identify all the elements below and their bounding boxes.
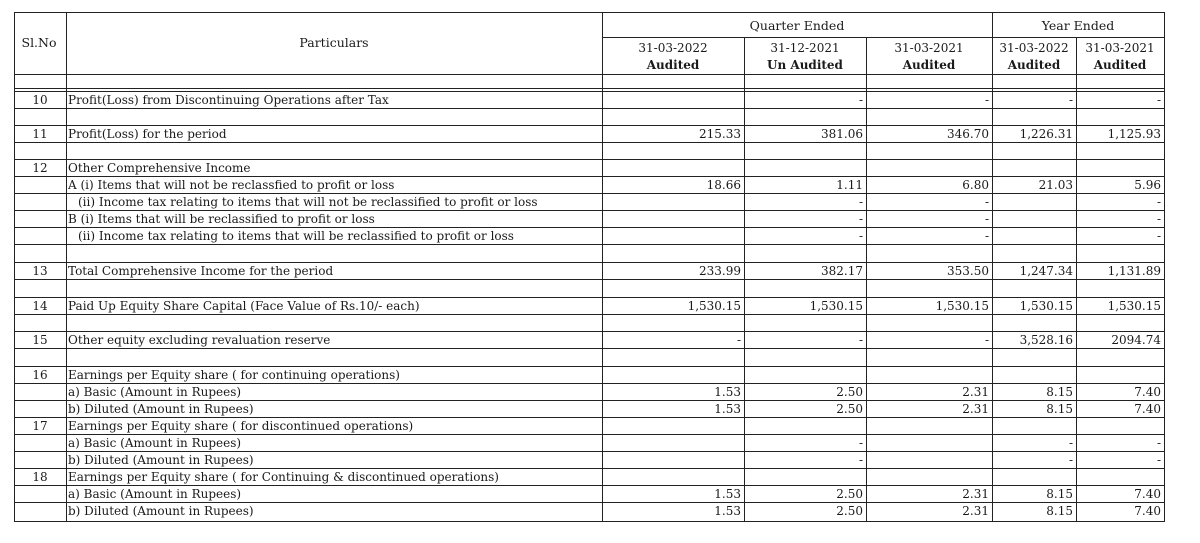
cell-value: -	[858, 195, 863, 209]
cell-value: 2.50	[836, 402, 863, 416]
cell-value: 1,530.15	[1019, 299, 1073, 313]
cell-value: 1.53	[714, 504, 741, 518]
row-rule	[14, 227, 1164, 228]
row-label: (ii) Income tax relating to items that will be reclassified to profit or loss	[78, 229, 514, 243]
cell-value: 1.11	[836, 178, 863, 192]
cell-value: -	[1156, 212, 1161, 226]
row-rule	[14, 468, 1164, 469]
row-rule	[14, 348, 1164, 349]
cell-value: 381.06	[821, 127, 863, 141]
column-status: Audited	[902, 58, 956, 72]
row-label: Other Comprehensive Income	[68, 161, 251, 175]
cell-value: 1,530.15	[1107, 299, 1161, 313]
row-rule	[14, 485, 1164, 486]
column-status: Audited	[646, 58, 700, 72]
row-rule	[14, 244, 1164, 245]
row-rule	[14, 193, 1164, 194]
serial-number: 11	[32, 127, 48, 141]
row-rule	[14, 12, 1164, 13]
cell-value: -	[984, 93, 989, 107]
row-rule	[14, 74, 1164, 75]
cell-value: 1,530.15	[687, 299, 741, 313]
cell-value: 8.15	[1046, 487, 1073, 501]
row-label: Profit(Loss) from Discontinuing Operations after Tax	[68, 93, 389, 107]
particulars-header: Particulars	[299, 35, 369, 50]
cell-value: -	[858, 93, 863, 107]
cell-value: 2.50	[836, 487, 863, 501]
cell-value: 6.80	[962, 178, 989, 192]
cell-value: -	[1156, 453, 1161, 467]
row-rule	[14, 88, 1164, 89]
row-rule	[14, 400, 1164, 401]
row-label: B (i) Items that will be reclassified to profit or loss	[68, 212, 375, 226]
cell-value: 346.70	[947, 127, 989, 141]
column-date: 31-03-2021	[894, 41, 964, 55]
slno-header: Sl.No	[21, 35, 57, 50]
cell-value: 1,530.15	[935, 299, 989, 313]
row-label: a) Basic (Amount in Rupees)	[68, 436, 242, 450]
serial-number: 15	[32, 333, 48, 347]
row-rule	[14, 279, 1164, 280]
serial-number: 10	[32, 93, 48, 107]
cell-value: 1,131.89	[1107, 264, 1161, 278]
cell-value: -	[984, 333, 989, 347]
cell-value: 2.31	[962, 385, 989, 399]
cell-value: 8.15	[1046, 385, 1073, 399]
row-rule	[14, 521, 1164, 522]
row-rule	[14, 417, 1164, 418]
cell-value: -	[858, 436, 863, 450]
cell-value: 382.17	[821, 264, 863, 278]
cell-value: 1.53	[714, 385, 741, 399]
row-rule	[602, 37, 1164, 38]
cell-value: -	[1156, 93, 1161, 107]
cell-value: 1,247.34	[1019, 264, 1073, 278]
cell-value: 1,125.93	[1107, 127, 1161, 141]
column-date: 31-03-2022	[638, 41, 708, 55]
column-date: 31-03-2021	[1085, 41, 1155, 55]
cell-value: -	[858, 229, 863, 243]
cell-value: 8.15	[1046, 504, 1073, 518]
row-label: a) Basic (Amount in Rupees)	[68, 487, 242, 501]
serial-number: 12	[32, 161, 48, 175]
cell-value: -	[1068, 436, 1073, 450]
row-rule	[14, 366, 1164, 367]
cell-value: -	[984, 229, 989, 243]
column-status: Audited	[1007, 58, 1061, 72]
cell-value: 2.50	[836, 385, 863, 399]
cell-value: -	[984, 212, 989, 226]
cell-value: 7.40	[1134, 402, 1161, 416]
row-rule	[14, 502, 1164, 503]
column-date: 31-03-2022	[999, 41, 1069, 55]
column-status: Un Audited	[767, 58, 843, 72]
cell-value: 2.31	[962, 402, 989, 416]
cell-value: -	[1068, 93, 1073, 107]
cell-value: 7.40	[1134, 504, 1161, 518]
row-rule	[14, 91, 1164, 92]
cell-value: 3,528.16	[1019, 333, 1073, 347]
cell-value: 7.40	[1134, 487, 1161, 501]
row-rule	[14, 383, 1164, 384]
cell-value: -	[858, 212, 863, 226]
serial-number: 18	[32, 470, 48, 484]
row-rule	[14, 297, 1164, 298]
row-rule	[14, 142, 1164, 143]
serial-number: 16	[32, 368, 48, 382]
serial-number: 13	[32, 264, 48, 278]
cell-value: 7.40	[1134, 385, 1161, 399]
column-rule	[1164, 12, 1165, 522]
cell-value: -	[984, 195, 989, 209]
row-label: b) Diluted (Amount in Rupees)	[68, 504, 254, 518]
cell-value: -	[1068, 453, 1073, 467]
cell-value: 215.33	[699, 127, 741, 141]
column-date: 31-12-2021	[770, 41, 840, 55]
row-label: b) Diluted (Amount in Rupees)	[68, 402, 254, 416]
row-rule	[14, 176, 1164, 177]
row-label: Profit(Loss) for the period	[68, 127, 227, 141]
row-rule	[14, 451, 1164, 452]
cell-value: -	[1156, 436, 1161, 450]
row-label: (ii) Income tax relating to items that will not be reclassified to profit or loss	[78, 195, 538, 209]
row-rule	[14, 125, 1164, 126]
cell-value: 2.50	[836, 504, 863, 518]
cell-value: -	[858, 333, 863, 347]
quarter-ended-header: Quarter Ended	[749, 18, 845, 33]
cell-value: 18.66	[706, 178, 741, 192]
cell-value: 233.99	[699, 264, 741, 278]
cell-value: -	[1156, 229, 1161, 243]
cell-value: 2.31	[962, 504, 989, 518]
serial-number: 17	[32, 419, 48, 433]
row-label: Other equity excluding revaluation reserve	[68, 333, 331, 347]
cell-value: 1.53	[714, 487, 741, 501]
year-ended-header: Year Ended	[1041, 18, 1115, 33]
row-rule	[14, 210, 1164, 211]
row-label: b) Diluted (Amount in Rupees)	[68, 453, 254, 467]
row-label: Total Comprehensive Income for the period	[68, 264, 334, 278]
row-rule	[14, 262, 1164, 263]
cell-value: 1,226.31	[1019, 127, 1073, 141]
row-rule	[14, 108, 1164, 109]
cell-value: 1.53	[714, 402, 741, 416]
cell-value: 21.03	[1038, 178, 1073, 192]
row-rule	[14, 159, 1164, 160]
cell-value: 8.15	[1046, 402, 1073, 416]
cell-value: -	[1156, 195, 1161, 209]
row-label: Earnings per Equity share ( for Continuing & discontinued operations)	[68, 470, 499, 484]
row-label: Earnings per Equity share ( for discontinued operations)	[68, 419, 414, 433]
row-rule	[14, 314, 1164, 315]
cell-value: -	[858, 453, 863, 467]
column-status: Audited	[1093, 58, 1147, 72]
row-label: Paid Up Equity Share Capital (Face Value of Rs.10/- each)	[68, 299, 420, 313]
row-label: A (i) Items that will not be reclassfied to profit or loss	[68, 178, 395, 192]
serial-number: 14	[32, 299, 48, 313]
cell-value: 1,530.15	[809, 299, 863, 313]
row-rule	[14, 434, 1164, 435]
row-rule	[14, 331, 1164, 332]
cell-value: 5.96	[1134, 178, 1161, 192]
cell-value: -	[736, 333, 741, 347]
row-label: a) Basic (Amount in Rupees)	[68, 385, 242, 399]
row-label: Earnings per Equity share ( for continuing operations)	[68, 368, 400, 382]
cell-value: 2.31	[962, 487, 989, 501]
cell-value: 353.50	[947, 264, 989, 278]
cell-value: 2094.74	[1111, 333, 1161, 347]
